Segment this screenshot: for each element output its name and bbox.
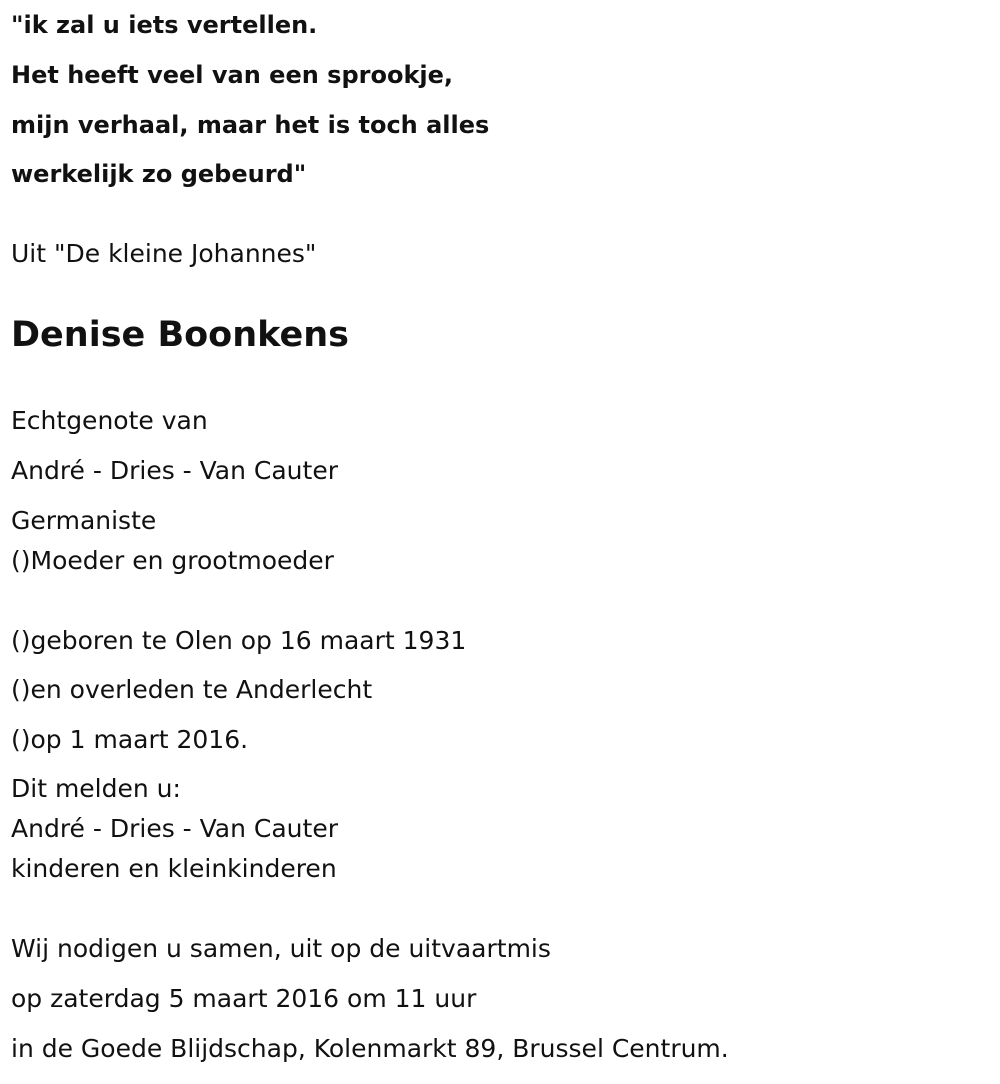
quote-line-1: "ik zal u iets vertellen.	[11, 11, 318, 39]
death-date: ()op 1 maart 2016.	[11, 725, 249, 754]
deceased-name: Denise Boonkens	[11, 315, 349, 355]
quote-source: Uit "De kleine Johannes"	[11, 239, 317, 268]
spouse-name: André - Dries - Van Cauter	[11, 456, 338, 485]
birth-info: ()geboren te Olen op 16 maart 1931	[11, 626, 467, 655]
announcer-name-1: André - Dries - Van Cauter	[11, 814, 338, 843]
funeral-location: in de Goede Blijdschap, Kolenmarkt 89, Brussel Centrum.	[11, 1034, 729, 1063]
quote-line-4: werkelijk zo gebeurd"	[11, 160, 307, 188]
funeral-datetime: op zaterdag 5 maart 2016 om 11 uur	[11, 984, 477, 1013]
quote-line-3: mijn verhaal, maar het is toch alles	[11, 111, 490, 139]
death-place: ()en overleden te Anderlecht	[11, 675, 373, 704]
announcer-name-2: kinderen en kleinkinderen	[11, 854, 337, 883]
profession: Germaniste	[11, 506, 157, 535]
announcers-label: Dit melden u:	[11, 774, 181, 803]
funeral-invitation: Wij nodigen u samen, uit op de uitvaartmis	[11, 934, 551, 963]
quote-line-2: Het heeft veel van een sprookje,	[11, 61, 454, 89]
family-role: ()Moeder en grootmoeder	[11, 546, 334, 575]
spouse-label: Echtgenote van	[11, 406, 208, 435]
